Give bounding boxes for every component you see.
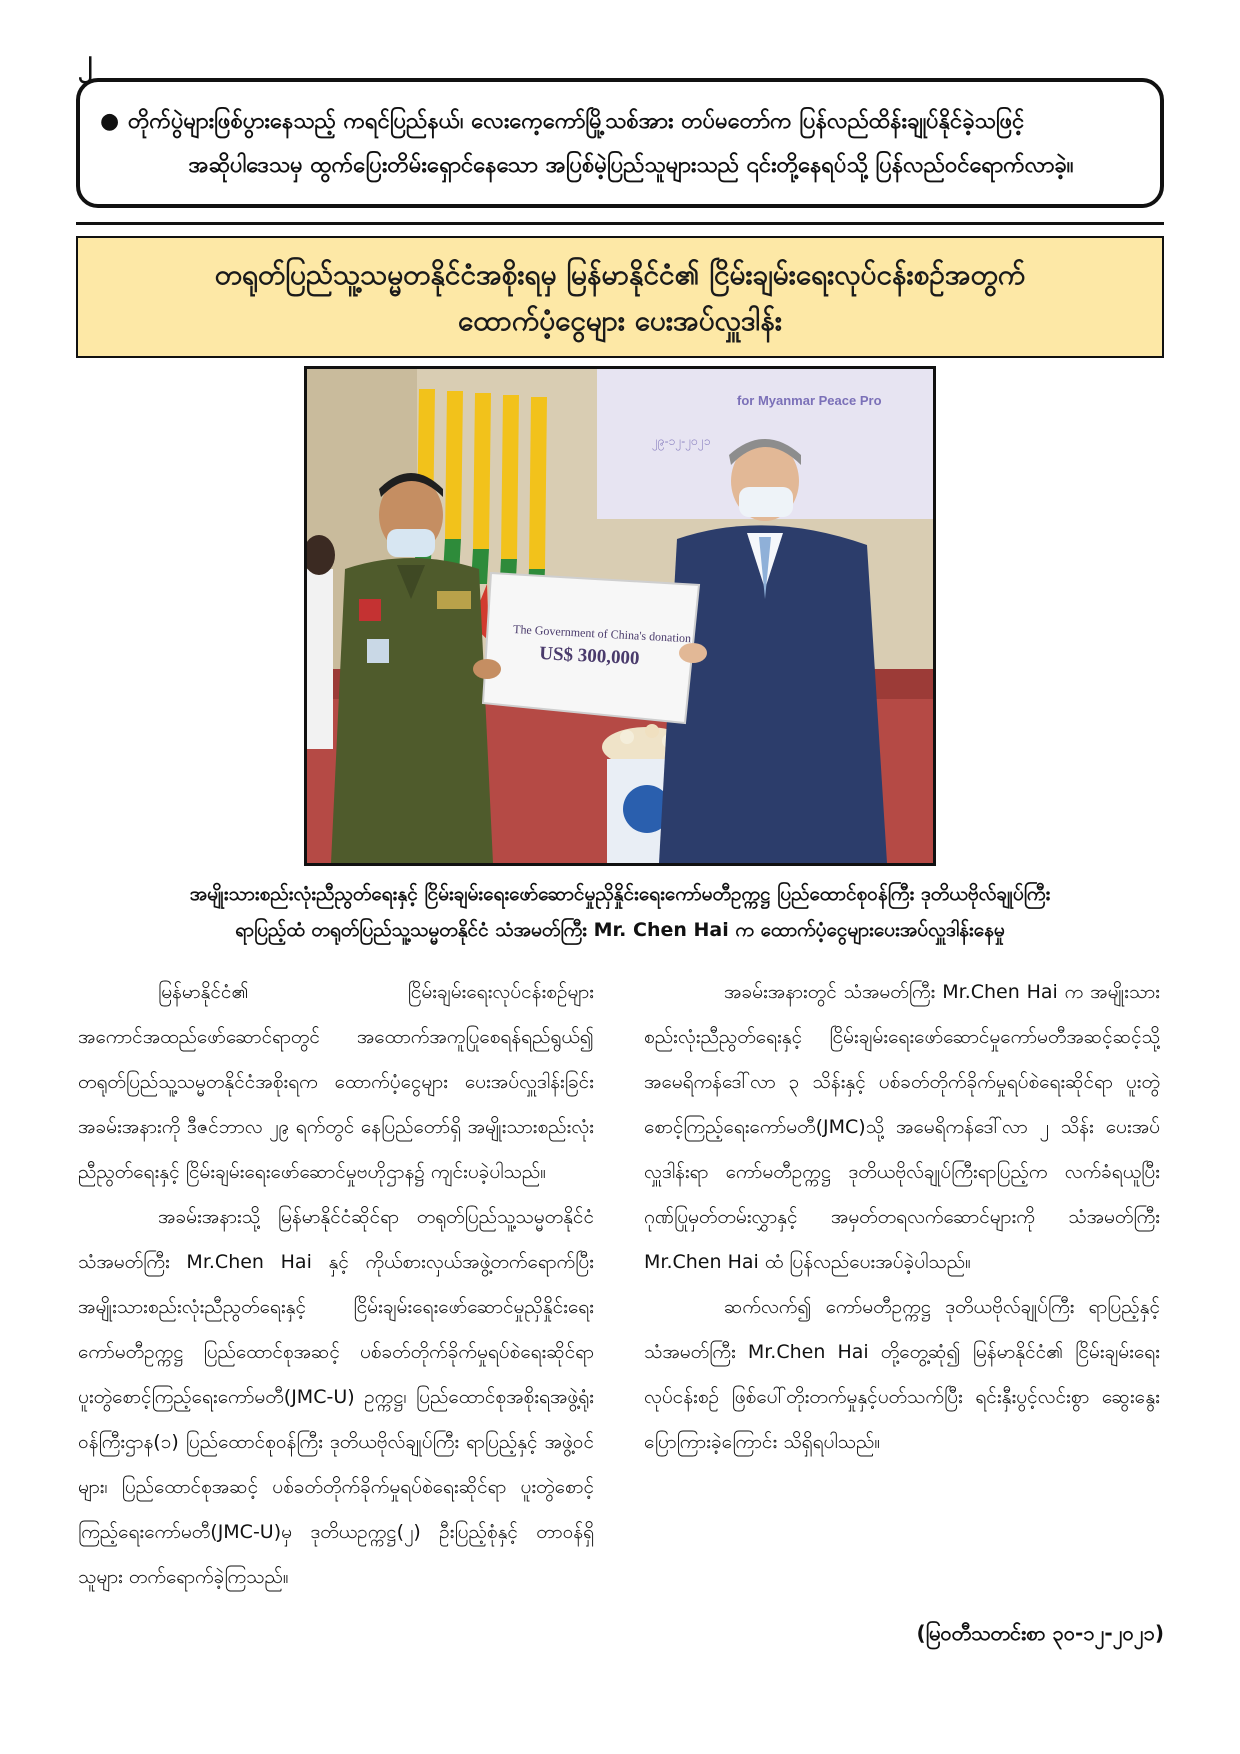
caption-line-2: ရာပြည့်ထံ တရုတ်ပြည်သူ့သမ္မတနိုင်ငံ သံအမတ်ကြီး Mr. Chen Hai က ထောက်ပံ့ငွေများပေးအပ်လှူဒါန်းနေမှု: [235, 919, 1005, 941]
banner-date: ၂၉-၁၂-၂၀၂၁: [652, 434, 711, 448]
caption-line-1: အမျိုးသားစည်းလုံးညီညွတ်ရေးနှင့် ငြိမ်းချမ်းရေးဖော်ဆောင်မှုညှိနှိုင်းရေးကော်မတီဥက္ကဋ္ဌ ပြည်ထောင်စုဝန်ကြီး ဒုတိယဗိုလ်ချုပ်ကြီး: [189, 883, 1051, 905]
donation-ceremony-photo: [304, 366, 936, 866]
photo-caption: [76, 876, 1164, 948]
headline-box: [76, 236, 1164, 358]
bullet-icon: ●: [100, 109, 120, 134]
left-paragraph-1: မြန်မာနိုင်ငံ၏ ငြိမ်းချမ်းရေးလုပ်ငန်းစဉ်များ အကောင်အထည်ဖော်ဆောင်ရာတွင် အထောက်အကူပြုစေရန်ရည်ရွယ်၍ တရုတ်ပြည်သူ့သမ္မတနိုင်ငံအစိုးရက ထောက်ပံ့ငွေများ ပေးအပ်လှူဒါန်းခြင်းအခမ်းအနားကို ဒီဇင်ဘာလ ၂၉ ရက်တွင် နေပြည်တော်ရှိ အမျိုးသားစည်းလုံးညီညွတ်ရေးနှင့် ငြိမ်းချမ်းရေးဖော်ဆောင်မှုဗဟိုဌာန၌ ကျင်းပခဲ့ပါသည်။: [78, 981, 594, 1183]
right-paragraph-2: ဆက်လက်၍ ကော်မတီဥက္ကဋ္ဌ ဒုတိယဗိုလ်ချုပ်ကြီး ရာပြည့်နှင့် သံအမတ်ကြီး Mr.Chen Hai တို့တွေ့ဆုံ၍ မြန်မာနိုင်ငံ၏ ငြိမ်းချမ်းရေးလုပ်ငန်းစဉ် ဖြစ်ပေါ်တိုးတက်မှုနှင့်ပတ်သက်ပြီး ရင်းနှီးပွင့်လင်းစွာ ဆွေးနွေးပြောကြားခဲ့ကြောင်း သိရှိရပါသည်။: [644, 1296, 1160, 1453]
banner-text: for Myanmar Peace Pro: [737, 393, 882, 408]
donation-board: [483, 573, 699, 723]
notice-line-1: တိုက်ပွဲများဖြစ်ပွားနေသည့် ကရင်ပြည်နယ်၊ လေးကေ့ကော်မြို့သစ်အား တပ်မတော်က ပြန်လည်ထိန်းချုပ်နိုင်ခဲ့သဖြင့်: [128, 109, 1025, 134]
source-credit: (မြဝတီသတင်းစာ ၃၀-၁၂-၂၀၂၁): [916, 1621, 1164, 1645]
donation-board-caption: The Government of China's donation: [512, 622, 692, 646]
headline-line-1: တရုတ်ပြည်သူ့သမ္မတနိုင်ငံအစိုးရမှ မြန်မာနိုင်ငံ၏ ငြိမ်းချမ်းရေးလုပ်ငန်းစဉ်အတွက်: [214, 258, 1026, 291]
section-divider: [76, 222, 1164, 225]
article-right-column: [644, 970, 1160, 1465]
notice-line-2: အဆိုပါဒေသမှ ထွက်ပြေးတိမ်းရှောင်နေသော အပြစ်မဲ့ပြည်သူများသည် ၎င်းတို့နေရပ်သို့ ပြန်လည်ဝင်ရောက်လာခဲ့။: [188, 153, 1074, 178]
headline-line-2: ထောက်ပံ့ငွေများ ပေးအပ်လှူဒါန်း: [458, 304, 782, 337]
highlight-notice-box: [76, 78, 1164, 208]
article-left-column: [78, 970, 594, 1600]
donation-amount: US$ 300,000: [538, 643, 640, 670]
left-paragraph-2: အခမ်းအနားသို့ မြန်မာနိုင်ငံဆိုင်ရာ တရုတ်ပြည်သူ့သမ္မတနိုင်ငံ သံအမတ်ကြီး Mr.Chen Hai နှင့် ကိုယ်စားလှယ်အဖွဲ့တက်ရောက်ပြီး အမျိုးသားစည်းလုံးညီညွတ်ရေးနှင့် ငြိမ်းချမ်းရေးဖော်ဆောင်မှုညှိနှိုင်းရေးကော်မတီဥက္ကဋ္ဌ ပြည်ထောင်စုအဆင့် ပစ်ခတ်တိုက်ခိုက်မှုရပ်စဲရေးဆိုင်ရာ ပူးတွဲစောင့်ကြည့်ရေးကော်မတီ(JMC-U) ဥက္ကဋ္ဌ၊ ပြည်ထောင်စုအစိုးရအဖွဲ့ရုံးဝန်ကြီးဌာန(၁) ပြည်ထောင်စုဝန်ကြီး ဒုတိယဗိုလ်ချုပ်ကြီး ရာပြည့်နှင့် အဖွဲ့ဝင်များ၊ ပြည်ထောင်စုအဆင့် ပစ်ခတ်တိုက်ခိုက်မှုရပ်စဲရေးဆိုင်ရာ ပူးတွဲစောင့်ကြည့်ရေးကော်မတီ(JMC-U)မှ ဒုတိယဥက္ကဋ္ဌ(၂) ဦးပြည့်စုံနှင့် တာဝန်ရှိသူများ တက်ရောက်ခဲ့ကြသည်။: [78, 1206, 594, 1588]
page-number: ၂: [78, 43, 93, 78]
right-paragraph-1: အခမ်းအနားတွင် သံအမတ်ကြီး Mr.Chen Hai က အမျိုးသားစည်းလုံးညီညွတ်ရေးနှင့် ငြိမ်းချမ်းရေးဖော်ဆောင်မှုကော်မတီအဆင့်ဆင့်သို့ အမေရိကန်ဒေါ်လာ ၃ သိန်းနှင့် ပစ်ခတ်တိုက်ခိုက်မှုရပ်စဲရေးဆိုင်ရာ ပူးတွဲစောင့်ကြည့်ရေးကော်မတီ(JMC)သို့ အမေရိကန်ဒေါ်လာ ၂ သိန်း ပေးအပ်လှူဒါန်းရာ ကော်မတီဥက္ကဋ္ဌ ဒုတိယဗိုလ်ချုပ်ကြီးရာပြည့်က လက်ခံရယူပြီး ဂုဏ်ပြုမှတ်တမ်းလွှာနှင့် အမှတ်တရလက်ဆောင်များကို သံအမတ်ကြီး Mr.Chen Hai ထံ ပြန်လည်ပေးအပ်ခဲ့ပါသည်။: [644, 981, 1160, 1273]
